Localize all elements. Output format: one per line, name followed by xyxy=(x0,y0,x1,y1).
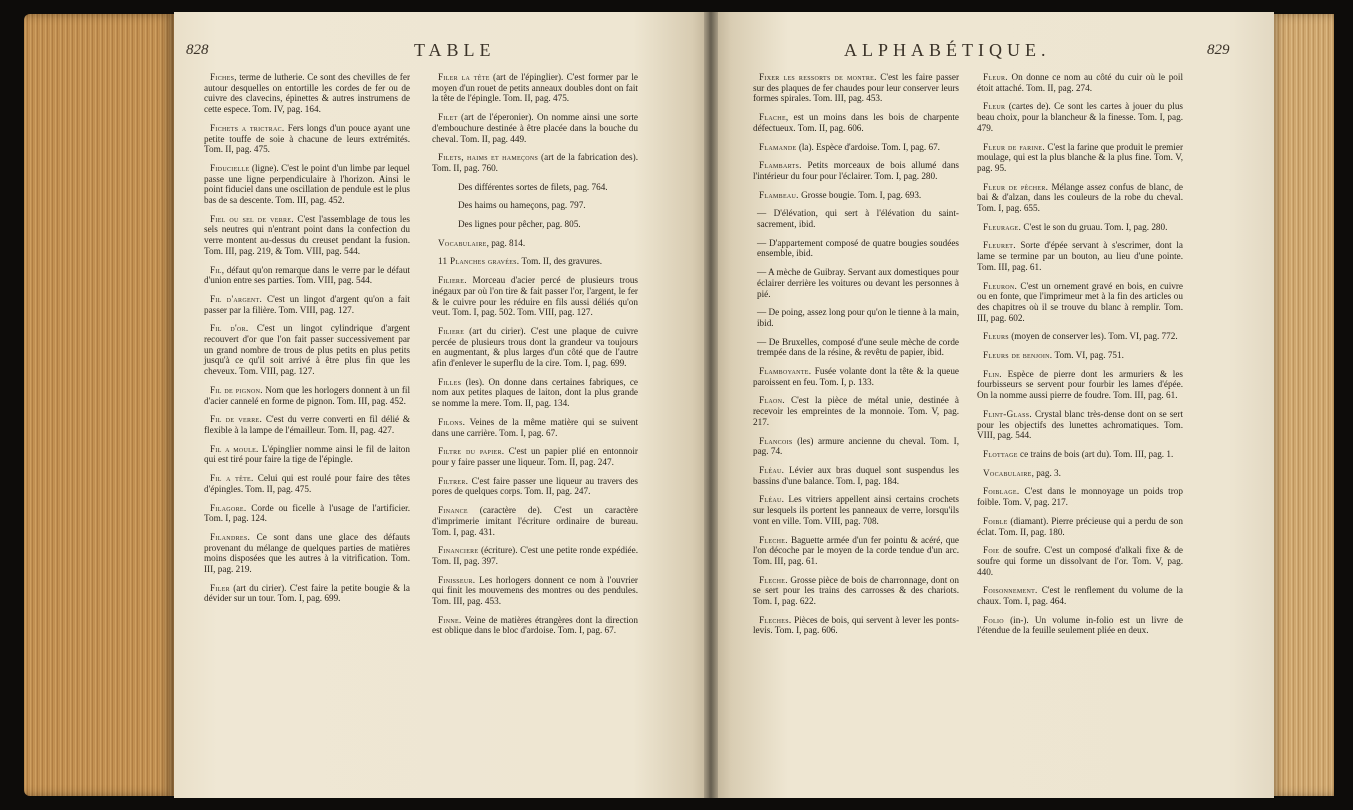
index-entry xyxy=(432,200,638,211)
left-column-1 xyxy=(204,72,410,612)
index-entry xyxy=(204,214,410,257)
entry-text: Fers longs d'un pouce ayant une petite touffe de soie à chacune de leurs extrémités. Tom. II, pag. 475. xyxy=(204,122,410,155)
index-entry xyxy=(753,615,959,636)
entry-text: Fusée volante dont la tête & la queue paroissent en feu. Tom. I, p. 133. xyxy=(753,366,959,387)
entry-headword: Fichets a trictrac. xyxy=(210,122,285,133)
entry-headword: Foisonnement. xyxy=(983,585,1038,596)
index-entry xyxy=(977,486,1183,507)
entry-text: — D'élévation, qui sert à l'élévation du saint-sacrement, ibid. xyxy=(757,208,959,230)
entry-text: C'est un papier plié en entonnoir pour y faire passer une liqueur. Tom. II, pag. 247. xyxy=(432,446,638,467)
entry-headword: Fil de pignon. xyxy=(210,384,263,395)
entry-headword: Fixer les ressorts de montre. xyxy=(759,72,877,82)
entry-headword: Foie xyxy=(983,545,1000,556)
entry-text: L'épinglier nomme ainsi le fil de laiton qui est tiré pour faire la tige de l'épingle. xyxy=(204,443,410,465)
entry-text: Pièces de bois, qui servent à lever les ponts-levis. Tom. I, pag. 606. xyxy=(753,614,959,636)
entry-text: (art de l'épinglier). C'est former par le moyen d'un rouet de petits anneaux doubles dont on fait la tête de l'épingle. Tom. II, pag. 475. xyxy=(432,72,638,104)
entry-text: (ligne). C'est le point d'un limbe par lequel passe une ligne perpendiculaire à l'horizon. Ainsi le point fiduciel dans une oscillation de pendule est le plus bas de sa descente. Tom. III, pag. 452. xyxy=(204,162,410,206)
entry-headword: Filtrer. xyxy=(438,475,469,486)
index-entry xyxy=(977,516,1183,537)
entry-headword: Filons. xyxy=(438,416,466,427)
page-number-left: 828 xyxy=(186,42,209,58)
entry-headword: Filandres. xyxy=(210,531,251,542)
index-entry xyxy=(432,575,638,607)
index-entry xyxy=(432,275,638,318)
entry-text: , pag. 3. xyxy=(1031,467,1061,478)
index-entry xyxy=(753,238,959,259)
entry-headword: Fleur de farine. xyxy=(983,141,1045,152)
entry-text: Grosse bougie. Tom. I, pag. 693. xyxy=(798,189,922,200)
index-entry xyxy=(432,152,638,173)
entry-headword: Folio xyxy=(983,614,1004,625)
index-entry xyxy=(977,101,1183,133)
entry-text: Corde ou ficelle à l'usage de l'artificier. Tom. I, pag. 124. xyxy=(204,502,410,524)
entry-headword: Flamande xyxy=(759,141,797,152)
index-entry xyxy=(204,583,410,604)
index-entry xyxy=(432,182,638,193)
index-entry xyxy=(753,575,959,607)
entry-text: Les vitriers appellent ainsi certains crochets sur lesquels ils portent les panneaux de verre, lorsqu'ils vont en ville. Tom. VIII, pag. 708. xyxy=(753,494,959,526)
open-book xyxy=(24,8,1334,804)
entry-text: C'est le renflement du volume de la chaux. Tom. I, pag. 464. xyxy=(977,585,1183,607)
entry-headword: Foible xyxy=(983,515,1008,526)
entry-headword: Filet xyxy=(438,112,458,123)
index-entry xyxy=(753,337,959,358)
entry-text: Espèce de pierre dont les armuriers & les fourbisseurs se servent pour fourbir les lames d'épée. On la nomme aussi pierre de foudre. Tom. III, pag. 61. xyxy=(977,368,1183,401)
index-entry xyxy=(753,395,959,427)
entry-headword: Finance xyxy=(438,505,468,516)
index-entry xyxy=(432,219,638,230)
entry-text: (diamant). Pierre précieuse qui a perdu de son éclat. Tom. II, pag. 180. xyxy=(977,515,1183,537)
entry-text: (art du cirier). C'est une plaque de cuivre percée de plusieurs trous dont la grandeur va toujours en augmentant, & plus larges d'un côté que de l'autre afin d'enlever le superflu de la cire. Tom. I, pag. 699. xyxy=(432,325,638,369)
entry-text: C'est la farine que produit le premier moulage, qui est la plus blanche & la plus fine. Tom. V, pag. 95. xyxy=(977,141,1183,173)
index-entry xyxy=(204,532,410,575)
entry-text: Veine de matières étrangères dont la direction est oblique dans le bloc d'ardoise. Tom. I, pag. 67. xyxy=(432,614,638,636)
entry-text: Des haims ou hameçons, pag. 797. xyxy=(458,200,586,211)
index-entry xyxy=(432,446,638,467)
entry-headword: Fléau. xyxy=(759,494,785,505)
right-page xyxy=(709,12,1274,798)
index-entry xyxy=(432,326,638,369)
index-entry xyxy=(432,256,638,267)
entry-headword: Fiches xyxy=(210,72,235,82)
entry-headword: Financiere xyxy=(438,545,479,556)
index-entry xyxy=(977,331,1183,342)
entry-headword: Filagore. xyxy=(210,502,247,513)
entry-text: Sorte d'épée servant à s'escrimer, dont la lame se termine par un bouton, au lieu d'une pointe. Tom. III, pag. 61. xyxy=(977,240,1183,272)
book-gutter xyxy=(704,12,718,798)
index-entry xyxy=(977,468,1183,479)
entry-text: — De poing, assez long pour qu'on le tienne à la main, ibid. xyxy=(757,307,959,328)
index-entry xyxy=(204,123,410,155)
index-entry xyxy=(753,494,959,526)
entry-text: Tom. VI, pag. 751. xyxy=(1052,350,1124,361)
index-entry xyxy=(753,535,959,567)
index-entry xyxy=(753,465,959,486)
index-entry xyxy=(204,294,410,315)
entry-headword: Fleur. xyxy=(983,72,1008,82)
entry-text: Ce sont dans une glace des défauts provenant du mélange de quelques parties de matières moins disposées que les autres à la vitrification. Tom. III, pag. 219. xyxy=(204,531,410,575)
index-entry xyxy=(432,112,638,144)
index-entry xyxy=(432,72,638,104)
entry-text: C'est du verre converti en fil délié & flexible à la lampe de l'émailleur. Tom. II, pag. 427. xyxy=(204,414,411,435)
index-entry xyxy=(204,163,410,206)
entry-text: ce trains de bois (art du). Tom. III, pag. 1. xyxy=(1017,448,1174,459)
entry-text: (les). On donne dans certaines fabriques, ce nom aux petites plaques de laiton, dont la plus grande se nomme la mere. Tom. II, pag. 134. xyxy=(432,376,638,409)
entry-text: Tom. II, des gravures. xyxy=(519,256,603,267)
entry-text: C'est le son du gruau. Tom. I, pag. 280. xyxy=(1021,221,1168,232)
entry-headword: Finne. xyxy=(438,614,462,625)
index-entry xyxy=(753,208,959,229)
entry-text: — A mèche de Guibray. Servant aux domestiques pour éclairer derrière les voitures ou devant les personnes à pié. xyxy=(757,267,959,299)
entry-headword: Filtre du papier. xyxy=(438,446,505,457)
page-number-right: 829 xyxy=(1207,42,1230,58)
index-entry xyxy=(977,142,1183,174)
entry-headword: Flin. xyxy=(983,368,1002,379)
book-edge-right xyxy=(1270,14,1334,796)
entry-headword: Flint-Glass. xyxy=(983,408,1033,419)
entry-text: , est un moins dans les bois de charpente défectueux. Tom. II, pag. 606. xyxy=(753,112,959,133)
entry-text: Lévier aux bras duquel sont suspendus les bassins d'une balance. Tom. I, pag. 184. xyxy=(753,464,959,486)
entry-headword: Fleuron. xyxy=(983,280,1018,291)
index-entry xyxy=(977,281,1183,324)
entry-text: Veines de la même matière qui se suivent dans une carrière. Tom. I, pag. 67. xyxy=(432,416,638,438)
index-entry xyxy=(977,449,1183,460)
entry-text: C'est l'assemblage de tous les sels neutres qui n'entrant point dans la confection du verre montent au-dessus du creuset pendant la fusion. Tom. III, pag. 219, & Tom. VIII, pag. 544. xyxy=(204,213,410,256)
index-entry xyxy=(204,444,410,465)
left-page xyxy=(174,12,714,798)
entry-headword: Vocabulaire xyxy=(983,467,1032,478)
entry-headword: Fleurs xyxy=(983,331,1009,342)
right-column-1 xyxy=(753,72,959,644)
index-entry xyxy=(977,369,1183,401)
index-entry xyxy=(753,366,959,387)
entry-headword: Flaon. xyxy=(759,395,785,406)
entry-headword: Fleurs de benjoin. xyxy=(983,350,1053,361)
entry-text: (in-). Un volume in-folio est un livre de l'étendue de la feuille seulement pliée en deux. xyxy=(977,614,1183,636)
entry-headword: Fil a tête. xyxy=(210,473,254,484)
entry-headword: Fleuret. xyxy=(983,240,1016,251)
entry-text: Morceau d'acier percé de plusieurs trous inégaux par où l'on tire & fait passer l'or, l'argent, le fer & le cuivre pour les réduire en fils aussi déliés qu'on veut. Tom. I, pag. 502. Tom. VIII, pag. 127. xyxy=(432,275,638,318)
right-column-2 xyxy=(977,72,1183,644)
entry-text: Des différentes sortes de filets, pag. 764. xyxy=(458,181,608,192)
index-entry xyxy=(753,267,959,299)
entry-headword: Fil de verre. xyxy=(210,414,263,425)
entry-text: (art de la fabrication des). Tom. II, pag. 760. xyxy=(432,152,638,173)
index-entry xyxy=(753,160,959,181)
entry-text: Mélange assez confus de blanc, de bai & d'alzan, dans les couleurs de la robe du cheval. Tom. I, pag. 655. xyxy=(977,181,1183,214)
entry-headword: Filiere. xyxy=(438,275,467,286)
entry-text: (art du cirier). C'est faire la petite bougie & la dévider sur un tour. Tom. I, pag. 699. xyxy=(204,582,410,604)
entry-text: Nom que les horlogers donnent à un fil d'acier cannelé en forme de pignon. Tom. III, pag. 452. xyxy=(204,384,411,406)
entry-text: C'est dans le monnoyage un poids trop foible. Tom. V, pag. 217. xyxy=(977,486,1183,508)
entry-text: (caractère de). C'est un caractère d'imprimerie imitant l'écriture ordinaire de bureau. Tom. I, pag. 431. xyxy=(432,505,638,537)
index-entry xyxy=(977,409,1183,441)
entry-headword: Fil a moule. xyxy=(210,443,259,454)
index-entry xyxy=(753,112,959,133)
entry-headword: Flache xyxy=(759,112,786,123)
index-entry xyxy=(753,307,959,328)
entry-headword: Flambeau. xyxy=(759,189,799,200)
index-entry xyxy=(204,323,410,377)
entry-headword: Fil d'or. xyxy=(210,323,249,334)
index-entry xyxy=(977,350,1183,361)
entry-headword: Fil d'argent. xyxy=(210,293,263,304)
entry-headword: Filles xyxy=(438,376,462,387)
entry-text: (les) armure ancienne du cheval. Tom. I, pag. 74. xyxy=(753,435,959,457)
entry-text: , défaut qu'on remarque dans le verre par le défaut d'union entre ses parties. Tom. VIII, pag. 544. xyxy=(204,264,410,286)
entry-text: de soufre. C'est un composé d'alkali fixe & de soufre qui forme un dissolvant de l'or. Tom. V, pag. 440. xyxy=(977,545,1183,577)
index-entry xyxy=(753,190,959,201)
entry-text: Des lignes pour pêcher, pag. 805. xyxy=(458,219,581,230)
entry-text: Les horlogers donnent ce nom à l'ouvrier qui finit les mouvemens des montres ou des pendules. Tom. III, pag. 453. xyxy=(432,574,638,607)
entry-headword: Filets, haims et hameçons xyxy=(438,152,539,163)
entry-headword: Flambarts. xyxy=(759,160,802,171)
entry-headword: Fil xyxy=(210,264,222,275)
entry-headword: Flancois xyxy=(759,435,793,446)
index-entry xyxy=(432,377,638,409)
entry-headword: Fiducielle xyxy=(210,162,250,173)
index-entry xyxy=(204,503,410,524)
entry-text: Baguette armée d'un fer pointu & acéré, que l'on décoche par le moyen de la corde tendue d'un arc. Tom. III, pag. 61. xyxy=(753,534,959,566)
entry-text: Celui qui est roulé pour faire des têtes d'épingles. Tom. II, pag. 475. xyxy=(204,473,410,494)
entry-text: C'est un lingot cylindrique d'argent recouvert d'or que l'on fait passer successivement par un grand nombre de trous de plus petits en plus petits jusqu'à ce qu'il soit arrivé à être plus fin que les cheveux. Tom. VIII, pag. 127. xyxy=(204,323,411,377)
entry-text: C'est les faire passer sur des plaques de fer chaudes pour leur conserver leurs formes spirales. Tom. III, pag. 453. xyxy=(753,72,959,104)
index-entry xyxy=(977,545,1183,577)
left-column-2 xyxy=(432,72,638,644)
entry-headword: Fleurage. xyxy=(983,221,1022,232)
entry-text: , pag. 814. xyxy=(486,237,526,248)
index-entry xyxy=(977,615,1183,636)
index-entry xyxy=(204,473,410,494)
entry-headword: Fleche. xyxy=(759,574,788,585)
entry-text: C'est un lingot d'argent qu'on a fait passer par la filière. Tom. VIII, pag. 127. xyxy=(204,293,410,315)
entry-text: (art de l'éperonier). On nomme ainsi une sorte d'embouchure destinée à être placée dans la bouche du cheval. Tom. II, pag. 449. xyxy=(432,112,638,144)
index-entry xyxy=(753,142,959,153)
entry-text: — De Bruxelles, composé d'une seule mèche de corde trempée dans de la résine, & revêtu de papier, ibid. xyxy=(757,336,959,358)
index-entry xyxy=(753,436,959,457)
entry-headword: Fiel ou sel de verre. xyxy=(210,213,294,224)
index-entry xyxy=(432,476,638,497)
running-header-right: ALPHABÉTIQUE. xyxy=(844,40,1051,60)
index-entry xyxy=(432,545,638,566)
book-edge-left xyxy=(24,14,174,796)
entry-headword: Fleur de pêcher. xyxy=(983,181,1049,192)
index-entry xyxy=(204,385,410,406)
index-entry xyxy=(977,182,1183,214)
index-entry xyxy=(977,585,1183,606)
entry-text: — D'appartement composé de quatre bougies soudées ensemble, ibid. xyxy=(757,237,959,259)
index-entry xyxy=(977,240,1183,272)
entry-headword: Flamboyante. xyxy=(759,366,812,377)
entry-text: Grosse pièce de bois de charronnage, dont on se sert pour les trains des carrosses & des chariots. Tom. I, pag. 622. xyxy=(753,574,959,607)
entry-text: (la). Espèce d'ardoise. Tom. I, pag. 67. xyxy=(796,141,940,152)
entry-text: On donne ce nom au côté du cuir où le poil étoit attaché. Tom. II, pag. 274. xyxy=(977,72,1183,93)
entry-headword: Flottage xyxy=(983,448,1018,459)
index-entry xyxy=(432,615,638,636)
index-entry xyxy=(753,72,959,104)
index-entry xyxy=(204,72,410,115)
entry-headword: Fleches. xyxy=(759,614,792,625)
entry-headword: Finisseur. xyxy=(438,574,476,585)
entry-text: (écriture). C'est une petite ronde expédiée. Tom. II, pag. 397. xyxy=(432,545,638,566)
entry-text: Petits morceaux de bois allumé dans l'intérieur du four pour l'éclairer. Tom. I, pag. 280. xyxy=(753,160,959,181)
running-header-left: TABLE xyxy=(414,40,496,60)
entry-headword: Filiere xyxy=(438,325,465,336)
index-entry xyxy=(204,414,410,435)
entry-headword: Filer la tête xyxy=(438,72,490,82)
entry-headword: Fléau. xyxy=(759,464,785,475)
index-entry xyxy=(432,505,638,537)
index-entry xyxy=(977,222,1183,233)
index-entry xyxy=(432,238,638,249)
index-entry xyxy=(432,417,638,438)
entry-headword: Foiblage. xyxy=(983,486,1020,497)
entry-text: C'est la pièce de métal unie, destinée à recevoir les empreintes de la monnoie. Tom. V, pag. 217. xyxy=(753,395,959,427)
entry-text: (moyen de conserver les). Tom. VI, pag. 772. xyxy=(1008,331,1178,342)
index-entry xyxy=(977,72,1183,93)
entry-headword: Fleur xyxy=(983,101,1006,112)
index-entry xyxy=(204,265,410,286)
entry-headword: Fleche. xyxy=(759,534,788,545)
entry-headword: 11 Planches gravées. xyxy=(438,256,520,267)
entry-text: Crystal blanc très-dense dont on se sert pour les objectifs des lunettes achromatiques. Tom. VIII, pag. 544. xyxy=(977,408,1183,441)
entry-text: C'est faire passer une liqueur au travers des pores de quelques corps. Tom. II, pag. 247. xyxy=(432,475,638,497)
entry-headword: Vocabulaire xyxy=(438,237,487,248)
entry-text: C'est un ornement gravé en bois, en cuivre ou en fonte, que l'imprimeur met à la fin des articles ou des chapitres où il se trouve du blanc à remplir. Tom. III, pag. 602. xyxy=(977,280,1183,323)
entry-text: , terme de lutherie. Ce sont des chevilles de fer autour desquelles on entortille les cordes de fer ou de cuivre des clavecins, épinettes & autres instrumens de cette espece. Tom. IV, pag. 164. xyxy=(204,72,410,115)
entry-text: (cartes de). Ce sont les cartes à jouer du plus beau choix, pour la blancheur & la finesse. Tom. I, pag. 479. xyxy=(977,101,1183,133)
entry-headword: Filer xyxy=(210,582,230,593)
